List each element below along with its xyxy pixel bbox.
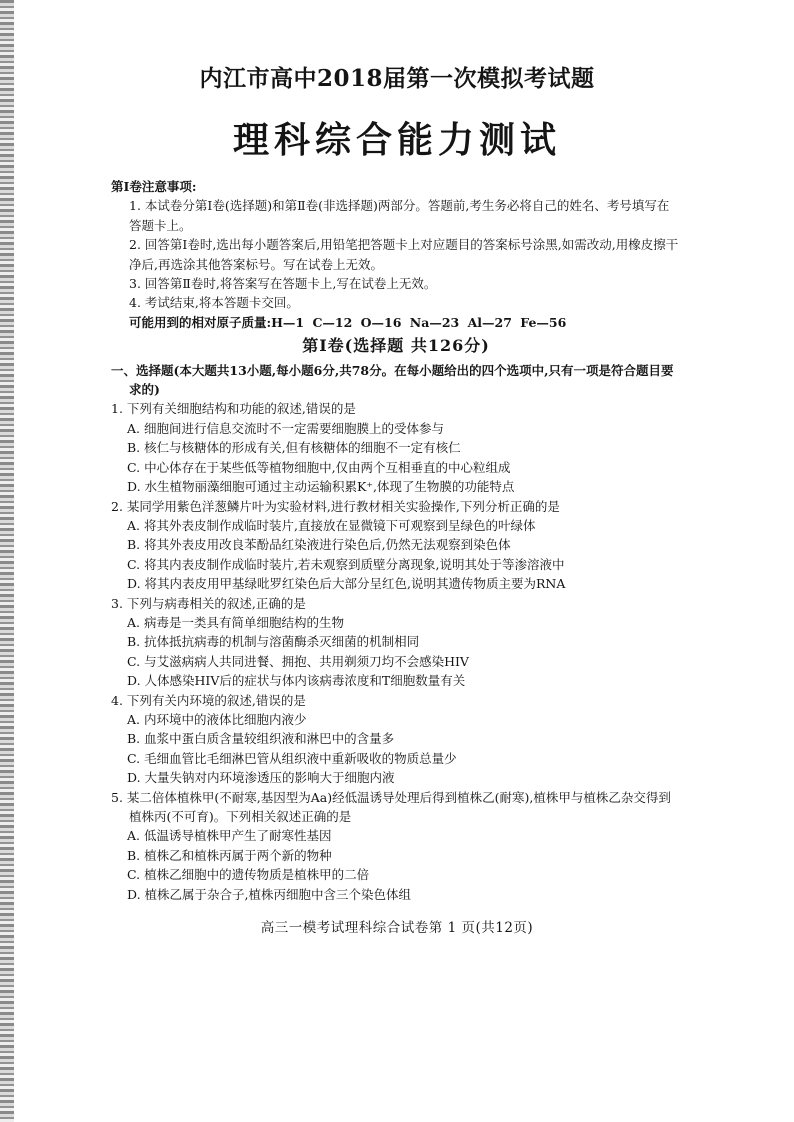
question	[111, 691, 681, 788]
section-title: 第Ⅰ卷(选择题 共126分)	[302, 336, 490, 356]
question-option: C. 中心体存在于某些低等植物细胞中,仅由两个互相垂直的中心粒组成	[127, 459, 511, 475]
question-option: B. 核仁与核糖体的形成有关,但有核糖体的细胞不一定有核仁	[127, 440, 461, 456]
question-option: A. 低温诱导植株甲产生了耐寒性基因	[127, 828, 332, 844]
question-option: D. 大量失钠对内环境渗透压的影响大于细胞内液	[127, 770, 395, 786]
question	[111, 497, 681, 594]
question	[111, 399, 681, 496]
atomic-mass-line: 可能用到的相对原子质量:H—1 C—12 O—16 Na—23 Al—27 Fe—56	[129, 314, 567, 330]
question-stem: 1. 下列有关细胞结构和功能的叙述,错误的是	[111, 401, 356, 417]
question-option: A. 病毒是一类具有简单细胞结构的生物	[127, 614, 344, 630]
page-footer: 高三一模考试理科综合试卷第 1 页(共12页)	[260, 920, 534, 936]
notice-item: 3. 回答第Ⅱ卷时,将答案写在答题卡上,写在试卷上无效。	[129, 276, 437, 292]
notice-heading: 第Ⅰ卷注意事项:	[111, 179, 197, 194]
question-option: D. 将其内表皮用甲基绿吡罗红染色后大部分呈红色,说明其遗传物质主要为RNA	[127, 576, 566, 592]
question-option: A. 内环境中的液体比细胞内液少	[127, 711, 307, 727]
question-option: B. 血浆中蛋白质含量较组织液和淋巴中的含量多	[127, 731, 395, 747]
question-option: A. 将其外表皮制作成临时装片,直接放在显微镜下可观察到呈绿色的叶绿体	[127, 517, 536, 533]
question-stem: 5. 某二倍体植株甲(不耐寒,基因型为Aa)经低温诱导处理后得到植株乙(耐寒),植株甲与植株乙杂交得到植株丙(不可育)。下列相关叙述正确的是	[111, 789, 671, 824]
section-instruction: 一、选择题(本大题共13小题,每小题6分,共78分。在每小题给出的四个选项中,只有一项是符合题目要求的)	[111, 362, 674, 398]
notice-item: 1. 本试卷分第Ⅰ卷(选择题)和第Ⅱ卷(非选择题)两部分。答题前,考生务必将自己的姓名、考号填写在答题卡上。	[129, 198, 670, 233]
exam-title: 内江市高中2018届第一次模拟考试题	[199, 65, 595, 92]
question-option: B. 将其外表皮用改良苯酚品红染液进行染色后,仍然无法观察到染色体	[127, 537, 511, 553]
question-option: B. 植株乙和植株丙属于两个新的物种	[127, 847, 332, 863]
question	[111, 594, 681, 691]
question-option: C. 将其内表皮制作成临时装片,若未观察到质壁分离现象,说明其处于等渗溶液中	[127, 556, 565, 572]
question-option: D. 水生植物丽藻细胞可通过主动运输积累K⁺,体现了生物膜的功能特点	[127, 479, 515, 495]
question-stem: 4. 下列有关内环境的叙述,错误的是	[111, 692, 306, 708]
question-option: C. 毛细血管比毛细淋巴管从组织液中重新吸收的物质总量少	[127, 750, 457, 766]
question-option: C. 与艾滋病病人共同进餐、拥抱、共用剃须刀均不会感染HIV	[127, 653, 469, 669]
question-option: D. 人体感染HIV后的症状与体内该病毒浓度和T细胞数量有关	[127, 673, 466, 689]
main-title: 理科综合能力测试	[232, 119, 561, 161]
question-stem: 3. 下列与病毒相关的叙述,正确的是	[111, 595, 306, 611]
notice-item: 4. 考试结束,将本答题卡交回。	[129, 295, 299, 311]
question-option: C. 植株乙细胞中的遗传物质是植株甲的二倍	[127, 867, 370, 883]
notice-item: 2. 回答第Ⅰ卷时,选出每小题答案后,用铅笔把答题卡上对应题目的答案标号涂黑,如需改动,用橡皮擦干净后,再选涂其他答案标号。写在试卷上无效。	[129, 237, 679, 272]
question-option: A. 细胞间进行信息交流时不一定需要细胞膜上的受体参与	[127, 420, 444, 436]
question	[111, 788, 681, 904]
scan-binding-edge	[0, 0, 14, 1122]
question-option: D. 植株乙属于杂合子,植株丙细胞中含三个染色体组	[127, 886, 411, 902]
question-option: B. 抗体抵抗病毒的机制与溶菌酶杀灭细菌的机制相同	[127, 634, 420, 650]
exam-content	[111, 177, 681, 904]
question-stem: 2. 某同学用紫色洋葱鳞片叶为实验材料,进行教材相关实验操作,下列分析正确的是	[111, 498, 560, 514]
